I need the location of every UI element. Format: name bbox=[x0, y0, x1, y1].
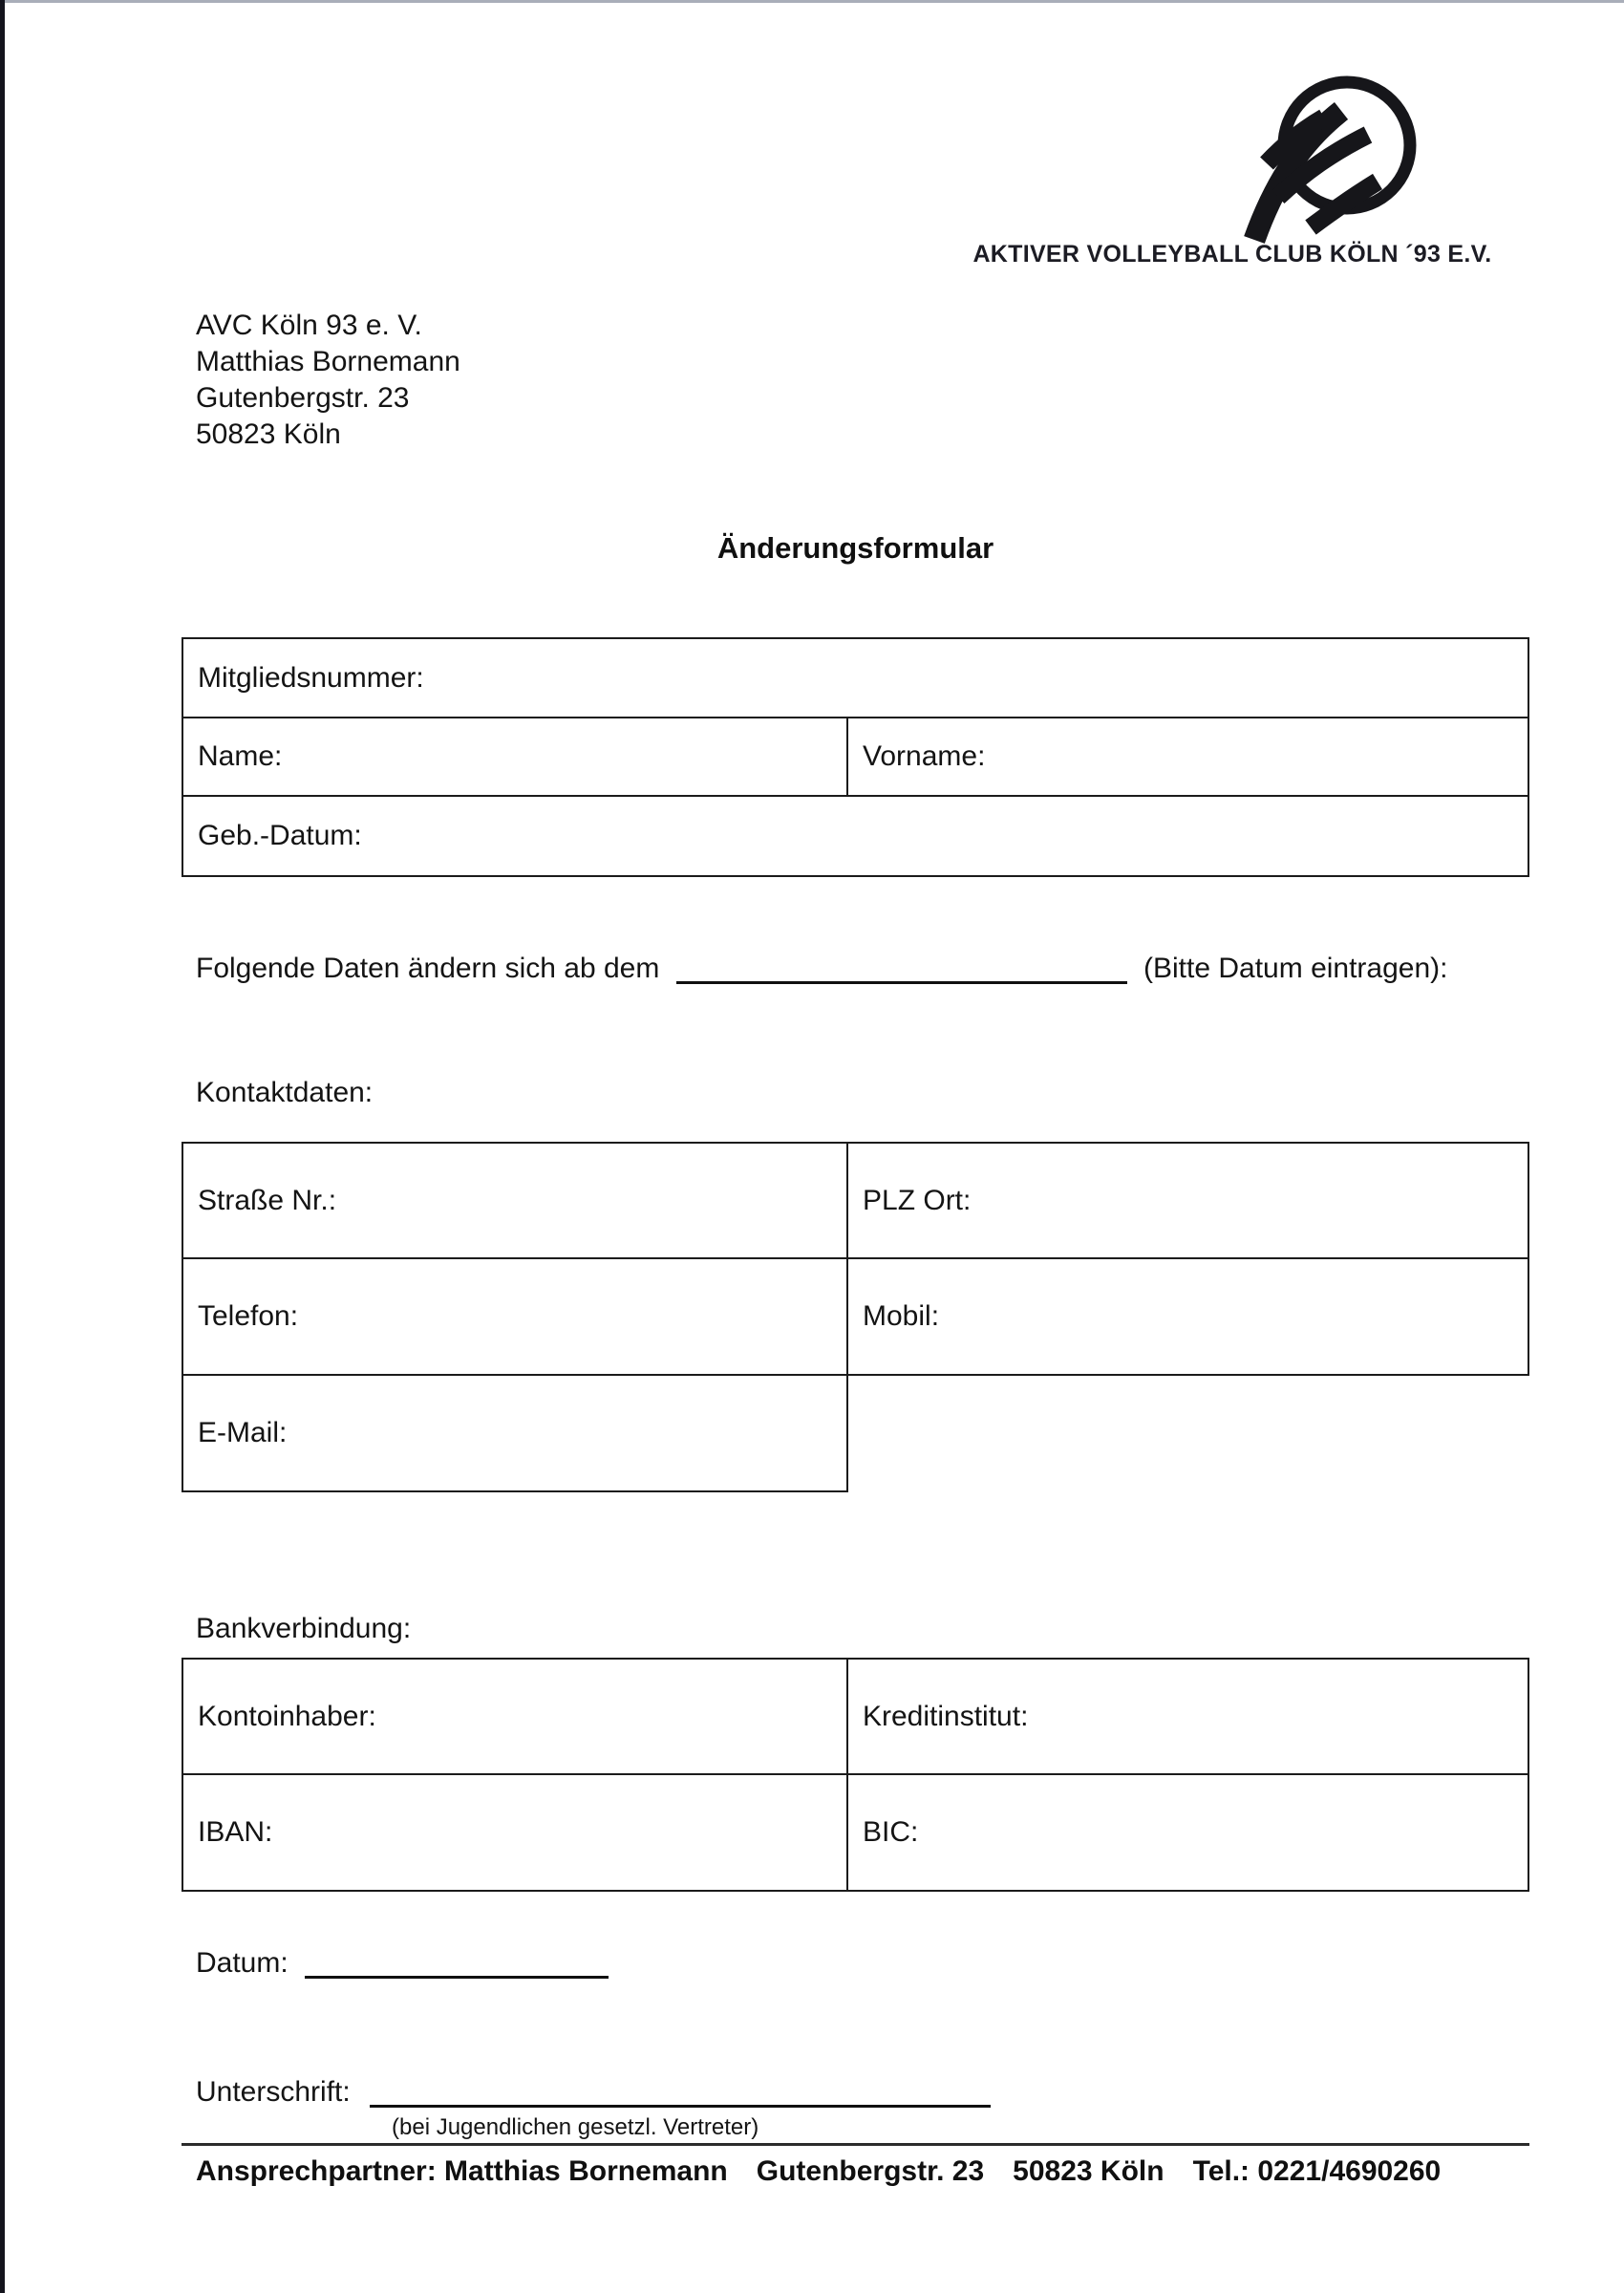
contact-heading: Kontaktdaten: bbox=[196, 1077, 374, 1108]
footer-phone: Tel.: 0221/4690260 bbox=[1192, 2155, 1442, 2187]
member-number-row bbox=[183, 639, 1528, 718]
first-name-label: Vorname: bbox=[863, 740, 986, 772]
account-holder-row bbox=[183, 1660, 1528, 1775]
change-date-blank-line[interactable] bbox=[676, 953, 1127, 984]
account-holder-label: Kontoinhaber: bbox=[198, 1700, 376, 1732]
footer-contact-person: Ansprechpartner: Matthias Bornemann bbox=[196, 2155, 728, 2187]
iban-field[interactable] bbox=[183, 1775, 848, 1890]
sender-line-city: 50823 Köln bbox=[196, 418, 341, 450]
street-row bbox=[183, 1144, 1528, 1259]
footer-street: Gutenbergstr. 23 bbox=[756, 2155, 985, 2187]
birth-date-label: Geb.-Datum: bbox=[198, 820, 362, 851]
club-name-caption: AKTIVER VOLLEYBALL CLUB KÖLN ´93 E.V. bbox=[972, 241, 1492, 268]
email-label: E-Mail: bbox=[198, 1417, 288, 1448]
signature-note: (bei Jugendlichen gesetzl. Vertreter) bbox=[392, 2114, 759, 2140]
birth-date-row bbox=[183, 797, 1528, 875]
first-name-field[interactable] bbox=[848, 718, 1528, 795]
birth-date-field[interactable] bbox=[183, 797, 1528, 875]
date-blank-line[interactable] bbox=[305, 1947, 609, 1979]
sender-line-org: AVC Köln 93 e. V. bbox=[196, 310, 422, 341]
club-logo-icon bbox=[1234, 63, 1440, 249]
footer-contact-line bbox=[196, 2155, 1441, 2188]
footer-divider bbox=[182, 2143, 1529, 2146]
footer-city: 50823 Köln bbox=[1013, 2155, 1165, 2187]
member-number-label: Mitgliedsnummer: bbox=[198, 661, 424, 694]
email-field[interactable] bbox=[182, 1376, 848, 1492]
street-label: Straße Nr.: bbox=[198, 1184, 337, 1216]
member-table bbox=[182, 637, 1529, 877]
bic-label: BIC: bbox=[863, 1816, 919, 1848]
page-top-edge bbox=[0, 0, 1624, 3]
zip-city-field[interactable] bbox=[848, 1144, 1528, 1257]
signature-label: Unterschrift: bbox=[196, 2076, 351, 2108]
account-holder-field[interactable] bbox=[183, 1660, 848, 1773]
date-line bbox=[196, 1947, 609, 1980]
phone-field[interactable] bbox=[183, 1259, 848, 1374]
last-name-field[interactable] bbox=[183, 718, 848, 795]
change-date-line bbox=[196, 953, 1448, 985]
institute-field[interactable] bbox=[848, 1660, 1528, 1773]
bic-field[interactable] bbox=[848, 1775, 1528, 1890]
street-field[interactable] bbox=[183, 1144, 848, 1257]
name-row bbox=[183, 718, 1528, 797]
member-number-field[interactable] bbox=[183, 639, 1528, 717]
change-date-suffix: (Bitte Datum eintragen): bbox=[1143, 953, 1448, 984]
last-name-label: Name: bbox=[198, 740, 283, 772]
iban-label: IBAN: bbox=[198, 1816, 273, 1848]
sender-line-street: Gutenbergstr. 23 bbox=[196, 382, 410, 414]
change-date-prefix: Folgende Daten ändern sich ab dem bbox=[196, 953, 660, 984]
signature-blank-line[interactable] bbox=[370, 2076, 991, 2108]
bank-heading: Bankverbindung: bbox=[196, 1613, 412, 1644]
mobile-field[interactable] bbox=[848, 1259, 1528, 1374]
bank-table bbox=[182, 1658, 1529, 1892]
page-left-edge bbox=[0, 0, 5, 2293]
mobile-label: Mobil: bbox=[863, 1300, 940, 1332]
date-label: Datum: bbox=[196, 1947, 288, 1979]
zip-city-label: PLZ Ort: bbox=[863, 1184, 972, 1216]
institute-label: Kreditinstitut: bbox=[863, 1700, 1029, 1732]
sender-line-name: Matthias Bornemann bbox=[196, 346, 460, 377]
contact-table bbox=[182, 1142, 1529, 1376]
sender-address-block bbox=[196, 308, 460, 453]
phone-row bbox=[183, 1259, 1528, 1374]
phone-label: Telefon: bbox=[198, 1300, 299, 1332]
iban-row bbox=[183, 1775, 1528, 1890]
form-title: Änderungsformular bbox=[716, 531, 994, 565]
signature-line bbox=[196, 2076, 991, 2109]
